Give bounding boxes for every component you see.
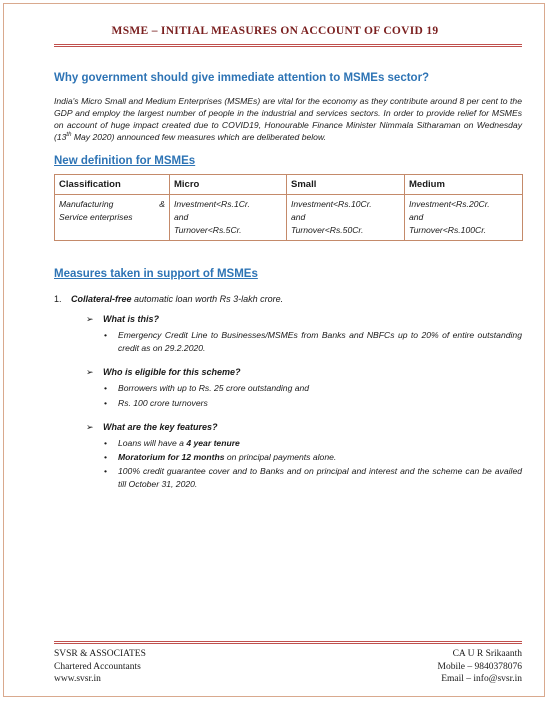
classification-cell	[55, 195, 170, 241]
table-cell-line: Turnover<Rs.100Cr.	[409, 225, 487, 235]
measure-item-1	[54, 294, 522, 304]
footer-left	[54, 648, 146, 686]
micro-cell	[170, 195, 287, 241]
contact-mobile: Mobile – 9840378076	[437, 661, 522, 672]
intro-superscript: th	[66, 132, 72, 139]
arrow-bullet-icon: ➢	[86, 314, 94, 324]
firm-type: Chartered Accountants	[54, 661, 141, 672]
section-heading-measures: Measures taken in support of MSMEs	[54, 268, 258, 280]
question-text: What are the key features?	[103, 422, 218, 432]
bullet-icon: •	[104, 452, 108, 462]
list-item-text: Loans will have a	[118, 438, 187, 448]
measure-item-bold: Collateral-free	[71, 294, 132, 304]
bullet-icon: •	[104, 330, 108, 340]
question-text: What is this?	[103, 314, 159, 324]
subsection-what-is-this	[86, 314, 522, 355]
table-cell-line: Investment<Rs.10Cr.	[291, 199, 372, 209]
arrow-bullet-icon: ➢	[86, 367, 94, 377]
arrow-bullet-icon: ➢	[86, 422, 94, 432]
firm-name: SVSR & ASSOCIATES	[54, 649, 146, 659]
table-header-cell: Small	[287, 175, 405, 195]
measure-item-text	[71, 294, 283, 304]
list-item-text: Emergency Credit Line to Businesses/MSMEs from Banks and NBFCs up to 20% of entire outstanding credit as on 29.2.2020.	[118, 330, 522, 353]
list-item	[104, 329, 522, 355]
bullet-icon: •	[104, 398, 108, 408]
list-item-text: Rs. 100 crore turnovers	[118, 398, 208, 408]
firm-website: www.svsr.in	[54, 674, 101, 684]
subsection-eligibility	[86, 367, 522, 410]
bullet-icon: •	[104, 438, 108, 448]
page-title: MSME – INITIAL MEASURES ON ACCOUNT OF COVID 19	[111, 25, 439, 37]
table-cell-line: and	[174, 212, 189, 222]
subsection-key-features	[86, 422, 522, 491]
bullet-icon: •	[104, 466, 108, 476]
bullet-icon: •	[104, 383, 108, 393]
list-item-text: Borrowers with up to Rs. 25 crore outstanding and	[118, 383, 310, 393]
footer-divider	[54, 641, 522, 644]
footer-right	[438, 648, 522, 686]
table-cell-line: Investment<Rs.20Cr.	[409, 199, 490, 209]
medium-cell	[405, 195, 523, 241]
table-cell-line: Manufacturing &	[59, 199, 165, 209]
subsection-question	[86, 422, 522, 433]
table-header-cell: Medium	[405, 175, 523, 195]
table-cell-line: Service enterprises	[59, 212, 133, 222]
section-heading-definition: New definition for MSMEs	[54, 155, 196, 167]
page-footer	[54, 648, 522, 686]
question-text: Who is eligible for this scheme?	[103, 367, 241, 377]
table-cell-line: Investment<Rs.1Cr.	[174, 199, 250, 209]
table-cell-line: and	[291, 212, 306, 222]
list-item	[104, 451, 522, 464]
header-divider	[54, 44, 522, 47]
list-number: 1.	[54, 294, 62, 304]
list-item	[104, 465, 522, 491]
bullet-list	[104, 329, 522, 355]
msme-definition-table	[54, 174, 523, 241]
small-cell	[287, 195, 405, 241]
subsection-question	[86, 314, 522, 325]
table-cell-line: and	[409, 212, 424, 222]
list-item	[104, 437, 522, 450]
contact-email: Email – info@svsr.in	[441, 674, 522, 684]
list-item	[104, 397, 522, 410]
list-item	[104, 382, 522, 395]
subsection-question	[86, 367, 522, 378]
table-row	[55, 195, 523, 241]
section-heading-why: Why government should give immediate attention to MSMEs sector?	[54, 72, 430, 84]
contact-name: CA U R Srikaanth	[452, 649, 522, 659]
table-cell-line: Turnover<Rs.5Cr.	[174, 225, 242, 235]
intro-text-part1: India's Micro Small and Medium Enterprises (MSMEs) are vital for the economy as they contribute around 8 per cent to the GDP and employ the largest number of people in the industrial and services sectors. In order to provide relief for MSMEs on account of huge impact created due to COVID19, Honourable Finance Minister Nimmala Sitharaman on Wednesday (13	[54, 96, 522, 142]
measure-item-rest: automatic loan worth Rs 3-lakh crore.	[131, 294, 284, 304]
document-body	[54, 72, 522, 491]
list-item-bold: 4 year tenure	[186, 438, 240, 448]
list-item-text: 100% credit guarantee cover and to Banks and on principal and interest and the scheme can be availed till October 31, 2020.	[118, 466, 522, 489]
list-item-text: on principal payments alone.	[224, 452, 337, 462]
list-item-bold: Moratorium for 12 months	[118, 452, 225, 462]
bullet-list	[104, 382, 522, 410]
table-header-row	[55, 175, 523, 195]
table-header-cell: Micro	[170, 175, 287, 195]
bullet-list	[104, 437, 522, 491]
intro-paragraph	[54, 95, 522, 143]
table-cell-line: Turnover<Rs.50Cr.	[291, 225, 364, 235]
intro-text-part2: May 2020) announced few measures which are deliberated below.	[71, 132, 327, 142]
table-header-cell: Classification	[55, 175, 170, 195]
